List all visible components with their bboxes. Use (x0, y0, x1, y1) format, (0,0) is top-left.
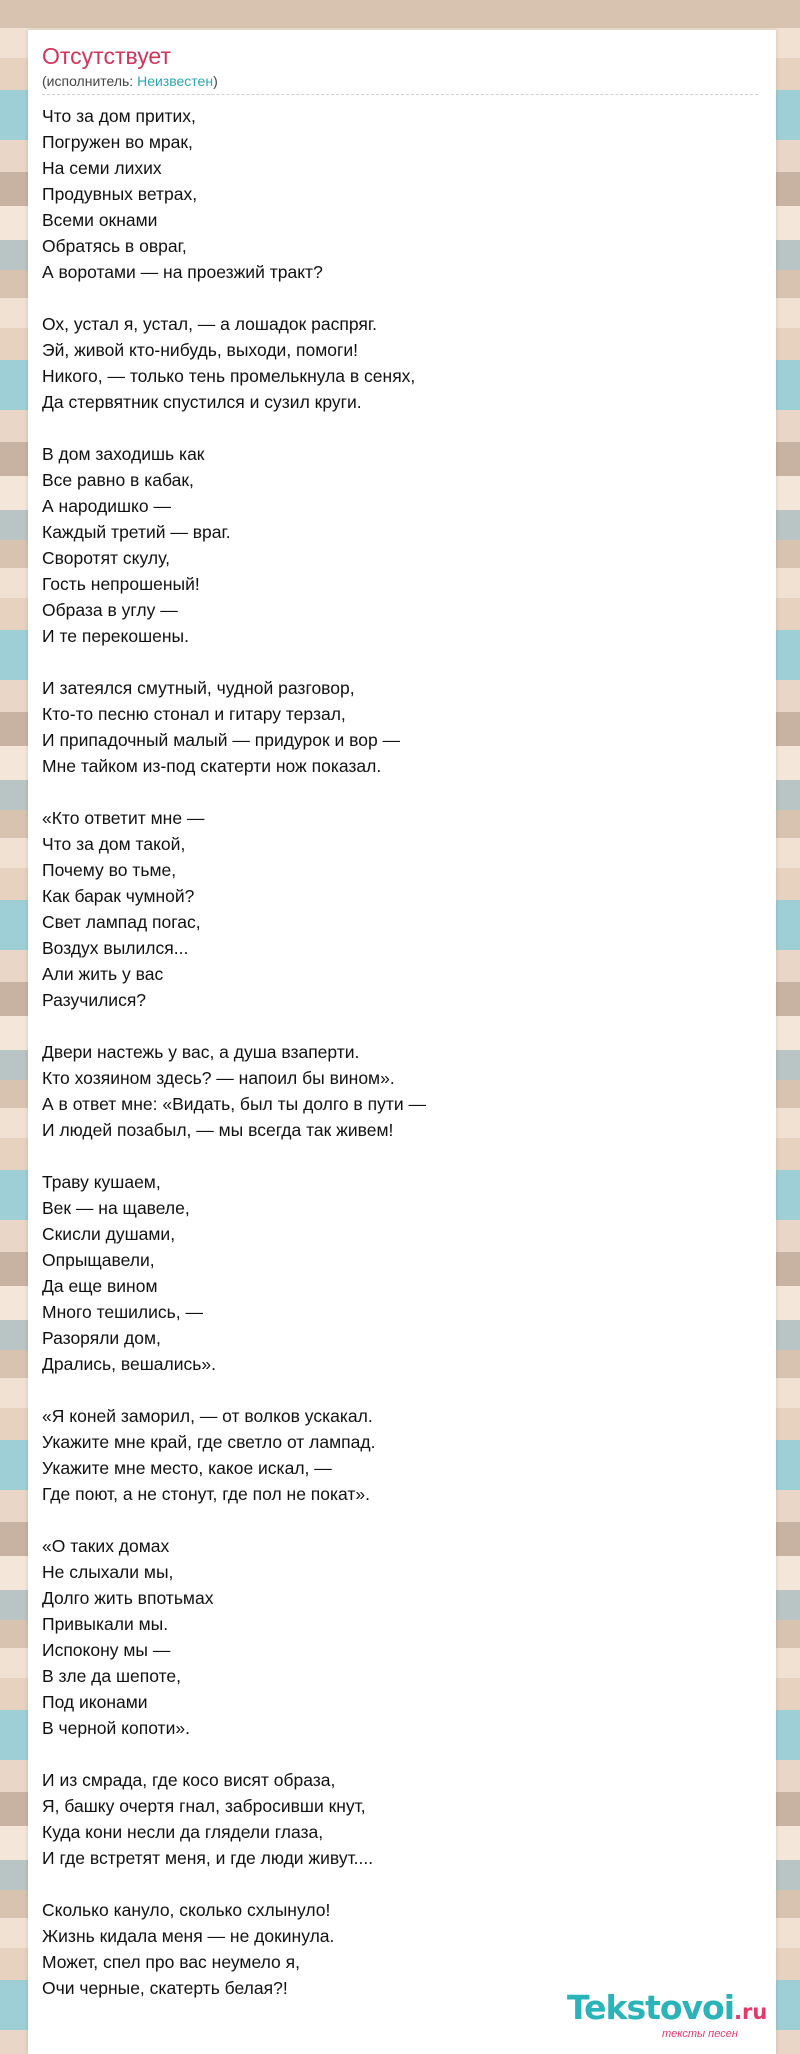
lyric-line: Кто-то песню стонал и гитару терзал, (42, 704, 346, 724)
artist-link[interactable]: Неизвестен (137, 73, 214, 89)
lyric-line: Не слыхали мы, (42, 1562, 174, 1582)
logo-brand (567, 1988, 767, 2027)
stanza-gap (42, 649, 742, 675)
lyric-line: Под иконами (42, 1692, 148, 1712)
stanza-gap (42, 1377, 742, 1403)
lyric-line: Привыкали мы. (42, 1614, 169, 1634)
lyric-line: Мне тайком из-под скатерти нож показал. (42, 756, 382, 776)
lyric-line: Воздух вылился... (42, 938, 189, 958)
lyric-line: Опрыщавели, (42, 1250, 155, 1270)
lyric-line: Али жить у вас (42, 964, 164, 984)
lyric-line: Да еще вином (42, 1276, 158, 1296)
stanza-gap (42, 1143, 742, 1169)
stanza-gap (42, 415, 742, 441)
lyric-line: Продувных ветрах, (42, 184, 198, 204)
lyric-line: Скисли душами, (42, 1224, 176, 1244)
lyric-line: И где встретят меня, и где люди живут.... (42, 1848, 374, 1868)
lyric-line: Укажите мне край, где светло от лампад. (42, 1432, 376, 1452)
stanza-gap (42, 1871, 742, 1897)
lyric-line: И людей позабыл, — мы всегда так живем! (42, 1120, 394, 1140)
lyric-line: На семи лихих (42, 158, 162, 178)
lyric-line: Укажите мне место, какое искал, — (42, 1458, 332, 1478)
lyric-line: «Кто ответит мне — (42, 808, 205, 828)
lyric-line: Никого, — только тень промелькнула в сенях, (42, 366, 416, 386)
lyric-line: А воротами — на проезжий тракт? (42, 262, 323, 282)
lyric-line: Каждый третий — враг. (42, 522, 231, 542)
lyric-line: Образа в углу — (42, 600, 178, 620)
lyric-line: Очи черные, скатерть белая?! (42, 1978, 288, 1998)
song-title: Отсутствует (42, 43, 171, 69)
lyric-line: «Я коней заморил, — от волков ускакал. (42, 1406, 373, 1426)
logo-tagline: тексты песен (662, 2028, 738, 2040)
lyric-line: Погружен во мрак, (42, 132, 193, 152)
lyric-line: В дом заходишь как (42, 444, 205, 464)
stanza-gap (42, 1507, 742, 1533)
lyric-line: И те перекошены. (42, 626, 189, 646)
lyric-line: В черной копоти». (42, 1718, 190, 1738)
lyric-line: Как барак чумной? (42, 886, 195, 906)
lyric-line: Разоряли дом, (42, 1328, 161, 1348)
lyric-line: Жизнь кидала меня — не докинула. (42, 1926, 335, 1946)
lyric-line: Ох, устал я, устал, — а лошадок распряг. (42, 314, 377, 334)
lyric-line: Где поют, а не стонут, где пол не покат». (42, 1484, 370, 1504)
stanza-gap (42, 285, 742, 311)
lyric-line: Обратясь в овраг, (42, 236, 187, 256)
lyric-line: Все равно в кабак, (42, 470, 194, 490)
lyric-line: И припадочный малый — придурок и вор — (42, 730, 401, 750)
lyric-line: Кто хозяином здесь? — напоил бы вином». (42, 1068, 395, 1088)
artist-suffix: ) (213, 73, 218, 89)
lyric-line: Свет лампад погас, (42, 912, 201, 932)
lyric-line: В зле да шепоте, (42, 1666, 181, 1686)
stanza-gap (42, 779, 742, 805)
logo-brand-name: Tekstovoi (567, 1988, 735, 2027)
lyric-line: Много тешились, — (42, 1302, 204, 1322)
lyric-line: Траву кушаем, (42, 1172, 161, 1192)
lyric-line: Да стервятник спустился и сузил круги. (42, 392, 362, 412)
lyrics-text (42, 103, 742, 2001)
lyric-line: Дрались, вешались». (42, 1354, 216, 1374)
lyric-line: И затеялся смутный, чудной разговор, (42, 678, 355, 698)
lyric-line: Гость непрошеный! (42, 574, 200, 594)
stanza-gap (42, 1013, 742, 1039)
site-logo[interactable] (567, 1988, 777, 2044)
lyric-line: Век — на щавеле, (42, 1198, 190, 1218)
lyric-line: А в ответ мне: «Видать, был ты долго в пути — (42, 1094, 426, 1114)
divider (42, 94, 758, 95)
lyric-line: Может, спел про вас неумело я, (42, 1952, 300, 1972)
lyric-line: «О таких домах (42, 1536, 170, 1556)
lyric-line: А народишко — (42, 496, 171, 516)
lyric-line: Разучилися? (42, 990, 147, 1010)
lyric-line: И из смрада, где косо висят образа, (42, 1770, 336, 1790)
stanza-gap (42, 1741, 742, 1767)
lyric-line: Испокону мы — (42, 1640, 171, 1660)
lyric-line: Я, башку очертя гнал, забросивши кнут, (42, 1796, 366, 1816)
lyric-line: Долго жить впотьмах (42, 1588, 214, 1608)
lyric-line: Своротят скулу, (42, 548, 170, 568)
lyric-line: Что за дом притих, (42, 106, 196, 126)
lyric-line: Всеми окнами (42, 210, 158, 230)
lyric-line: Куда кони несли да глядели глаза, (42, 1822, 324, 1842)
lyric-line: Почему во тьме, (42, 860, 177, 880)
logo-tld: .ru (734, 2000, 768, 2024)
artist-prefix: (исполнитель: (42, 73, 138, 89)
lyric-line: Сколько кануло, сколько схлынуло! (42, 1900, 331, 1920)
lyric-line: Эй, живой кто-нибудь, выходи, помоги! (42, 340, 359, 360)
lyric-line: Двери настежь у вас, а душа взаперти. (42, 1042, 360, 1062)
artist-line (42, 73, 218, 89)
lyric-line: Что за дом такой, (42, 834, 186, 854)
